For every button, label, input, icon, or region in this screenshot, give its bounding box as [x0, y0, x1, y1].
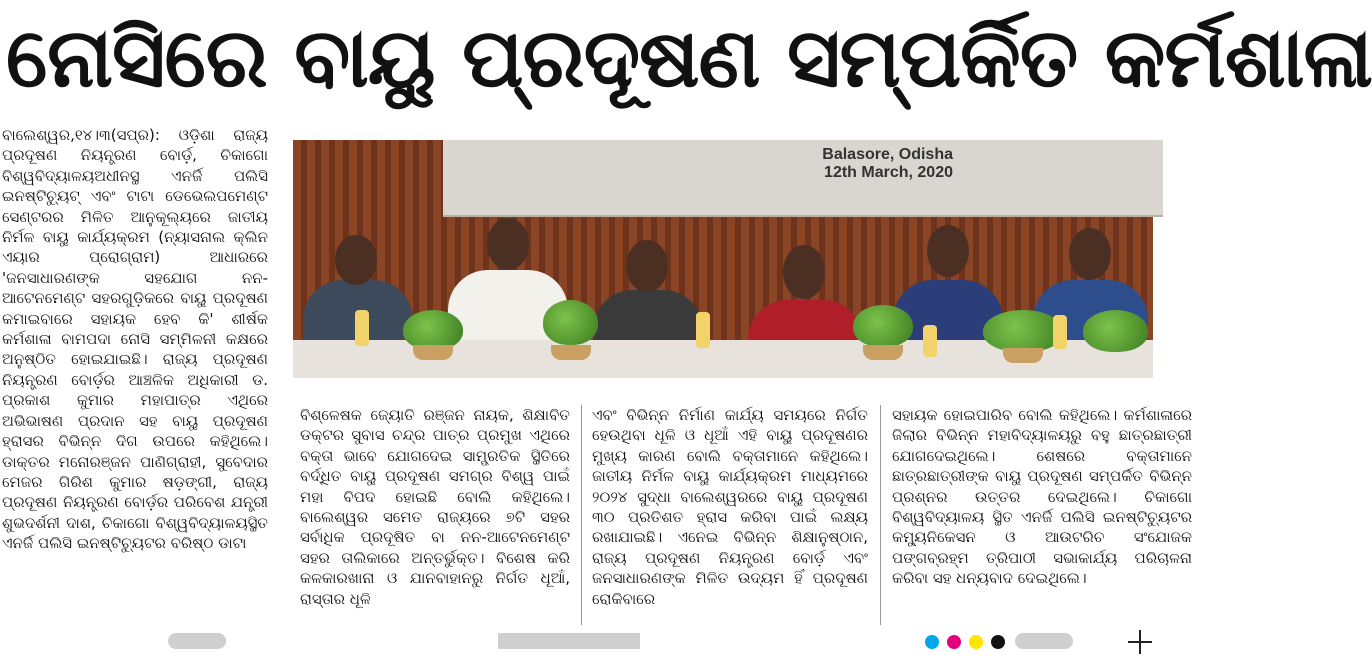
registration-dot-magenta [947, 635, 961, 649]
pot-3 [863, 345, 903, 360]
plant-4 [983, 310, 1063, 352]
person-2-head [487, 218, 529, 270]
article-column-2: ବିଶ୍ଳେଷକ ଜ୍ୟୋତି ରଞ୍ଜନ ନାୟକ, ଶିକ୍ଷାବିତ ଡକ୍ଟର ସୁବାସ ଚନ୍ଦ୍ର ପାତ୍ର ପ୍ରମୁଖ ଏଥିରେ ବକ୍ତା ଭାବେ ଯୋଗଦେଇ ସାମ୍ପ୍ରତିକ ସ୍ଥିତିରେ ବର୍ଦ୍ଧିତ ବାୟୁ ପ୍ରଦୂଷଣ ସମଗ୍ର ବିଶ୍ୱ ପାଇଁ ମହା ବିପଦ ହୋଇଛି ବୋଲି କହିଥିଲେ। ବାଲେଶ୍ୱର ସମେତ ରାଜ୍ୟରେ ୭ଟି ସହର ସର୍ବାଧିକ ପ୍ରଦୂଷିତ ବା ନନ-ଆଟେନମେଣ୍ଟ ସହର ତାଲିକାରେ ଅନ୍ତର୍ଭୁକ୍ତ। ବିଶେଷ କରି କଳକାରଖାନା ଓ ଯାନବାହାନରୁ ନିର୍ଗତ ଧୂଆଁ, ରାସ୍ତାର ଧୂଳି [300, 406, 570, 608]
column-divider [581, 405, 582, 625]
banner-location: Balasore, Odisha [822, 146, 953, 163]
banner-date: 12th March, 2020 [824, 164, 953, 181]
photo-banner [443, 140, 1163, 217]
event-photo [293, 140, 1153, 378]
print-mark-bar-middle [498, 633, 640, 649]
person-5-head [927, 225, 969, 277]
registration-cross-icon [1128, 630, 1152, 654]
bottle-3 [923, 325, 937, 357]
bottle-2 [696, 312, 710, 348]
person-3-head [626, 240, 668, 292]
article-column-4: ସହାୟକ ହୋଇପାରିବ ବୋଲି କହିଥିଲେ। କର୍ମଶାଳାରେ ଜିଲାର ବିଭିନ୍ନ ମହାବିଦ୍ୟାଳୟରୁ ବହୁ ଛାତ୍ରଛାତ୍ରୀ ଯୋଗଦେଇଥିଲେ। ଶେଷରେ ବକ୍ତାମାନେ ଛାତ୍ରଛାତ୍ରୀଙ୍କ ବାୟୁ ପ୍ରଦୂଷଣ ସମ୍ପର୍କିତ ବିଭିନ୍ନ ପ୍ରଶ୍ନର ଉତ୍ତର ଦେଇଥିଲେ। ଚିକାଗୋ ବିଶ୍ୱବିଦ୍ୟାଳୟ ସ୍ଥିତ ଏନର୍ଜି ପଲିସି ଇନଷ୍ଟିଚ୍ୟୁଟର କମ୍ୟୁନିକେସନ ଓ ଆଉଟରିଚ ସଂଯୋଜକ ପଙ୍ଗବ୍ରହ୍ମ ତ୍ରିପାଠୀ ସଭାକାର୍ଯ୍ୟ ପରିଚାଳନା କରିବା ସହ ଧନ୍ୟବାଦ ଦେଇଥିଲେ। [892, 406, 1192, 588]
article-column-1: ବାଲେଶ୍ୱର,୧୪।୩(ସପ୍ର): ଓଡ଼ିଶା ରାଜ୍ୟ ପ୍ରଦୂଷଣ ନିୟନ୍ତ୍ରଣ ବୋର୍ଡ଼, ଚିକାଗୋ ବିଶ୍ୱବିଦ୍ୟାଳୟଅଧୀନସ୍ଥ ଏନର୍ଜି ପଲିସି ଇନଷ୍ଟିଚ୍ୟୁଟ୍ ଏବଂ ଟାଟା ଡେଭେଲପମେଣ୍ଟ ସେଣ୍ଟରର ମିଳିତ ଆନୁକୂଲ୍ୟରେ ଜାତୀୟ ନିର୍ମଳ ବାୟୁ କାର୍ଯ୍ୟକ୍ରମ (ନ୍ୟାସନାଲ କ୍ଲିନ ଏୟାର ପ୍ରୋଗ୍ରାମ) ଆଧାରରେ 'ଜନସାଧାରଣଙ୍କ ସହଯୋଗ ନନ-ଆଟେନମେଣ୍ଟ ସହରଗୁଡ଼ିକରେ ବାୟୁ ପ୍ରଦୂଷଣ କମାଇବାରେ ସହାୟକ ହେବ କି' ଶୀର୍ଷକ କର୍ମଶାଳା ବାମପଦା ନୋସି ସମ୍ମିଳନୀ କକ୍ଷରେ ଅନୁଷ୍ଠିତ ହୋଇଯାଇଛି। ରାଜ୍ୟ ପ୍ରଦୂଷଣ ନିୟନ୍ତ୍ରଣ ବୋର୍ଡ଼ର ଆଞ୍ଚଳିକ ଅଧିକାରୀ ଡ. ପ୍ରକାଶ କୁମାର ମହାପାତ୍ର ଏଥିରେ ଅଭିଭାଷଣ ପ୍ରଦାନ ସହ ବାୟୁ ପ୍ରଦୂଷଣ ହ୍ରାସର ବିଭିନ୍ନ ଦିଗ ଉପରେ କହିଥିଲେ। ଡାକ୍ତର ମନୋରଞ୍ଜନ ପାଣିଗ୍ରାହୀ, ସୁବେଦାର ମେଜର ଗିରିଶ କୁମାର ଷଡ଼ଙ୍ଗୀ, ରାଜ୍ୟ ପ୍ରଦୂଷଣ ନିୟନ୍ତ୍ରଣ ବୋର୍ଡ଼ର ପରିବେଶ ଯନ୍ତ୍ରୀ ଶୁଭଦର୍ଶନୀ ଦାଶ, ଚିକାଗୋ ବିଶ୍ୱବିଦ୍ୟାଳୟସ୍ଥିତ ଏନର୍ଜି ପଲିସି ଇନଷ୍ଟିଚ୍ୟୁଟର ବରିଷ୍ଠ ଡାଟା [2, 126, 268, 553]
person-4-head [783, 245, 825, 299]
plant-2 [543, 300, 598, 345]
person-6-head [1069, 228, 1111, 280]
registration-dot-cyan [925, 635, 939, 649]
article-column-3: ଏବଂ ବିଭିନ୍ନ ନିର୍ମାଣ କାର୍ଯ୍ୟ ସମୟରେ ନିର୍ଗତ ହେଉଥିବା ଧୂଳି ଓ ଧୂଆଁ ଏହି ବାୟୁ ପ୍ରଦୂଷଣର ମୁଖ୍ୟ କାରଣ ବୋଲି ବକ୍ତାମାନେ କହିଥିଲେ। ଜାତୀୟ ନିର୍ମଳ ବାୟୁ କାର୍ଯ୍ୟକ୍ରମ ମାଧ୍ୟମରେ ୨୦୨୪ ସୁଦ୍ଧା ବାଲେଶ୍ୱରରେ ବାୟୁ ପ୍ରଦୂଷଣ ୩୦ ପ୍ରତିଶତ ହ୍ରାସ କରିବା ପାଇଁ ଲକ୍ଷ୍ୟ ରଖାଯାଇଛି। ଏନେଇ ବିଭିନ୍ନ ଶିକ୍ଷାନୁଷ୍ଠାନ, ରାଜ୍ୟ ପ୍ରଦୂଷଣ ନିୟନ୍ତ୍ରଣ ବୋର୍ଡ଼ ଏବଂ ଜନସାଧାରଣଙ୍କ ମିଳିତ ଉଦ୍ୟମ ହିଁ ପ୍ରଦୂଷଣ ରୋକିବାରେ [592, 406, 868, 608]
print-mark-bar-right [1015, 633, 1073, 649]
column-divider [880, 405, 881, 625]
plant-3 [853, 305, 913, 347]
pot-1 [413, 345, 453, 360]
headline: ନୋସିରେ ବାୟୁ ପ୍ରଦୂଷଣ ସମ୍ପର୍କିତ କର୍ମଶାଳା [6, 11, 1372, 106]
pot-4 [1003, 348, 1043, 363]
registration-dot-black [991, 635, 1005, 649]
plant-1 [403, 310, 463, 350]
person-1-head [335, 235, 377, 285]
bottle-1 [355, 310, 369, 346]
registration-dot-yellow [969, 635, 983, 649]
print-mark-bar-left [168, 633, 226, 649]
pot-2 [551, 345, 591, 360]
plant-5 [1083, 310, 1148, 352]
bottle-4 [1053, 315, 1067, 349]
